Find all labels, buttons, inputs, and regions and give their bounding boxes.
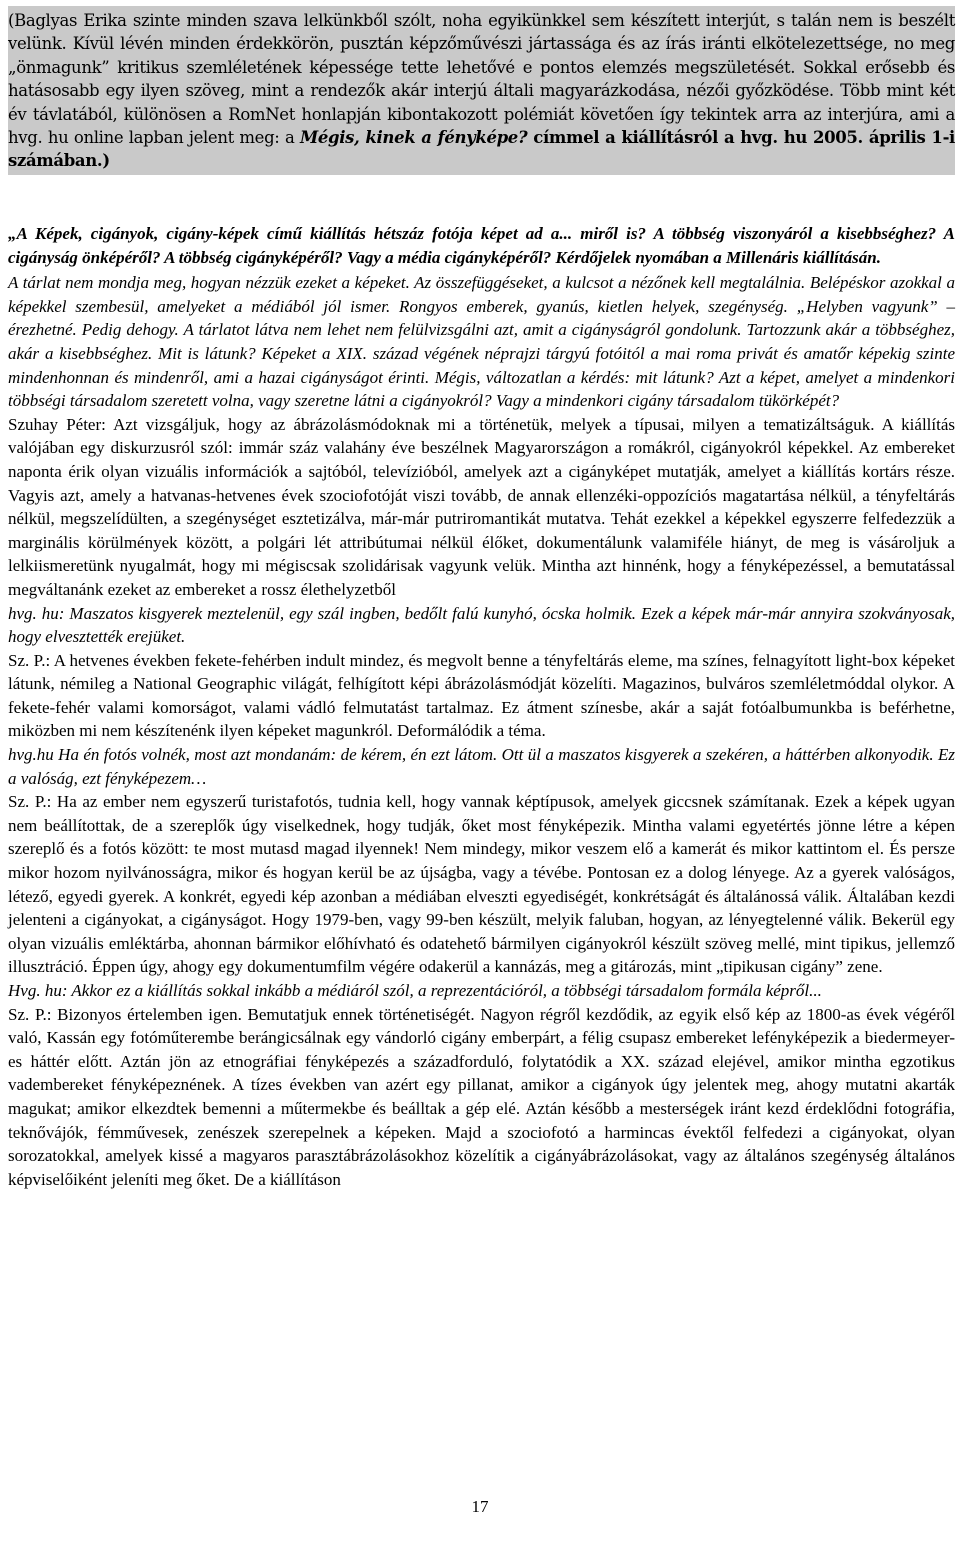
answer-paragraph-4: Sz. P.: Bizonyos értelemben igen. Bemutatjuk ennek történetiségét. Nagyon régről kezdődik, az egyik első kép az 1800-as évek végéről való, Kassán egy fotóműterembe berángicsálnak egy vándorló cigány emberpárt, a félig csupasz embereket lefényképezik a biedermeyer-es háttér előtt. Aztán jön az etnográfiai fényképezés a századforduló, folytatódik a XX. század elejével, amikor mintha egzotikus vadembereket fényképeznének. A tízes években van azért egy pillanat, amikor a cigányok úgy jelentek meg, ahogy mutatni akarták magukat; amikor elkezdtek bemenni a műtermekbe és beálltak a gép elé. Aztán később a mesterségek iránt kezd érdeklődni fotográfia, teknővájók, fémművesek, zenészek szerepelnek a képeken. Majd a szociofotó a harmincas évektől felfedezi a cigányokat, olyan sorozatokkal, amelyek kissé a magyaros parasztábrázolásokhoz közelítik a cigányábrázolásokat, vagy az általános szegénység általános képviselőiként jeleníti meg őket. De a kiállításon: [8, 1004, 955, 1189]
question-paragraph-2: hvg. hu: Maszatos kisgyerek meztelenül, egy szál ingben, bedőlt falú kunyhó, ócska holmik. Ezek a képek már-már annyira szokványosak, hogy elvesztették erejüket.: [8, 603, 955, 647]
article-lede: A tárlat nem mondja meg, hogyan nézzük ezeket a képeket. Az összefüggéseket, a kulcsot a nézőnek kell megtalálnia. Belépéskor azokkal a képekkel szembesül, amelyeket a médiából jól ismer. Rongyos emberek, gyanús, kietlen helyek, szegénység. „Helyben vagyunk” – érezhetné. Pedig dehogy. A tárlatot látva nem lehet nem felülvizsgálni azt, amit a cigányságról gondolunk. Tartozzunk akár a többséghez, akár a kisebbséghez. Mit is látunk? Képeket a XIX. század végének néprajzi tárgyú fotóitól a mai roma privát és amatőr képekig szinte mindenhonnan és mindenről, ami a hazai cigányságot érinti. Mégis, változatlan a kérdés: mit látunk? Azt a képet, amelyet a mindenkori többségi társadalom szeretett volna, vagy szeretne látni a cigányokról? Vagy a mindenkori cigány társadalom tükörképét?: [8, 273, 955, 411]
intro-highlighted-paragraph: [8, 6, 955, 175]
page-number: 17: [471, 1497, 489, 1516]
question-paragraph-4: Hvg. hu: Akkor ez a kiállítás sokkal inkább a médiáról szól, a reprezentációról, a többségi társadalom formála képről...: [8, 981, 822, 1000]
intro-text-part1: (Baglyas Erika szinte minden szava lelkünkből szólt, noha egyikünkkel sem készített interjút, s talán nem is beszélt velünk. Kívül lévén minden érdekkörön, pusztán képzőművészi jártassága és az írás iránti elkötelezettsége, no meg „önmagunk” kritikus szemléletének képessége tette lehetővé e pontos elemzés megszületését. Sokkal erősebb és hatásosabb egy ilyen szöveg, mint a rendezők akár interjú általi magyarázkodása, nézői győzködése. Több mint két év távlatából, különösen a RomNet honlapján kibontakozott polémiát követően így tekintek arra az interjúra, ami a hvg. hu online lapban jelent meg: a: [8, 11, 955, 148]
intro-text-part2: címmel a kiállításról a hvg. hu 2005. április 1-i számában.): [8, 128, 955, 171]
intro-article-title: Mégis, kinek a fényképe?: [299, 128, 528, 148]
answer-paragraph-1: Szuhay Péter: Azt vizsgáljuk, hogy az ábrázolásmódoknak mi a történetük, melyek a típusai, milyen a tematizáltságuk. A kiállítás valójában egy diskurzusról szól: immár száz valahány éve beszélnek Magyarországon a romákról, cigányokról képekkel. Az embereket naponta érik olyan vizuális információk a sajtóból, televízióból, amelyek azt a cigányképet mutatják, amelyet a kiállítás kortárs része. Vagyis azt, amely a hatvanas-hetvenes évek szociofotóját viszi tovább, de annak ellenzéki-oppozíciós magatartása nélkül, a tényfeltárás nélkül, megszelídülten, a szegénységet esztetizálva, már-már putriromantikát mutatva. Tehát ezekkel a képekkel egyszerre felfedezzük a marginális körülmények között, a polgári lét attribútumai nélkül élőket, dokumentálunk valamiféle hiányt, de meg is vásároljuk a lelkiismeretünk nyugalmát, hogy mi mégiscsak szolidárisak vagyunk velük. Mintha azt hinnénk, hogy a fényképezéssel, a bemutatással megváltanánk ezeket az embereket a rossz élethelyzetből: [8, 414, 955, 599]
answer-paragraph-3: Sz. P.: Ha az ember nem egyszerű turistafotós, tudnia kell, hogy vannak képtípusok, amelyek giccsnek számítanak. Ezek a képek ugyan nem beállítottak, de a szereplők úgy viselkednek, hogy tudják, őket most fényképezik. Mintha valami egyetértés jönne létre a képen szereplő és a fotós között: te most mutasd magad ilyennek! Nem mindegy, mikor veszem elő a kamerát és mikor kattintom el. És persze mikor hozom nyilvánosságra, mikor és hogyan kerül be az újságba, vagy a tévébe. Pontosan ez a dolog lényege. Az a gyerek valóságos, létező, egyedi gyerek. A konkrét, egyedi kép azonban a médiában elveszti egyediségét, konkrétságát és általánossá válik. Általában kezdi jelenteni a cigányokat, a cigányságot. Hogy 1979-ben, vagy 99-ben készült, melyik faluban, hogyan, az lényegtelenné válik. Bekerül egy olyan vizuális emléktárba, ahonnan bármikor előhívható és odatehető bármilyen cigányokról készült szöveg mellé, mint tipikus, jellemző illusztráció. Éppen úgy, ahogy egy dokumentumfilm végére odakerül a kannázás, meg a gitározás, mint „tipikusan cigány” zene.: [8, 792, 955, 977]
question-paragraph-3: hvg.hu Ha én fotós volnék, most azt mondanám: de kérem, én ezt látom. Ott ül a maszatos kisgyerek a szekéren, a háttérben alkonyodik. Ez a valóság, ezt fényképezem…: [8, 745, 955, 788]
interview-body: [8, 222, 955, 1191]
answer-paragraph-2: Sz. P.: A hetvenes években fekete-fehérben indult mindez, és megvolt benne a tényfeltárás eleme, ma színes, felnagyított light-box képeket látunk, némileg a National Geographic világát, felhígított képi ábrázolásmódját közelíti. Magazinos, bulváros szemléletmóddal olykor. A fekete-fehér valami komorságot, valami vádló felmutatást tartalmaz. Ez átment színesbe, akár a saját fotóalbumunkba is beférhetne, miközben mi nem készítenénk ilyen képeket magunkról. Deformálódik a téma.: [8, 650, 955, 741]
article-headline: „A Képek, cigányok, cigány-képek című kiállítás hétszáz fotója képet ad a... miről is? A többség viszonyáról a kisebbséghez? A cigányság önképéről? A többség cigányképéről? Vagy a média cigányképéről? Kérdőjelek nyomában a Millenáris kiállításán.: [8, 224, 955, 267]
